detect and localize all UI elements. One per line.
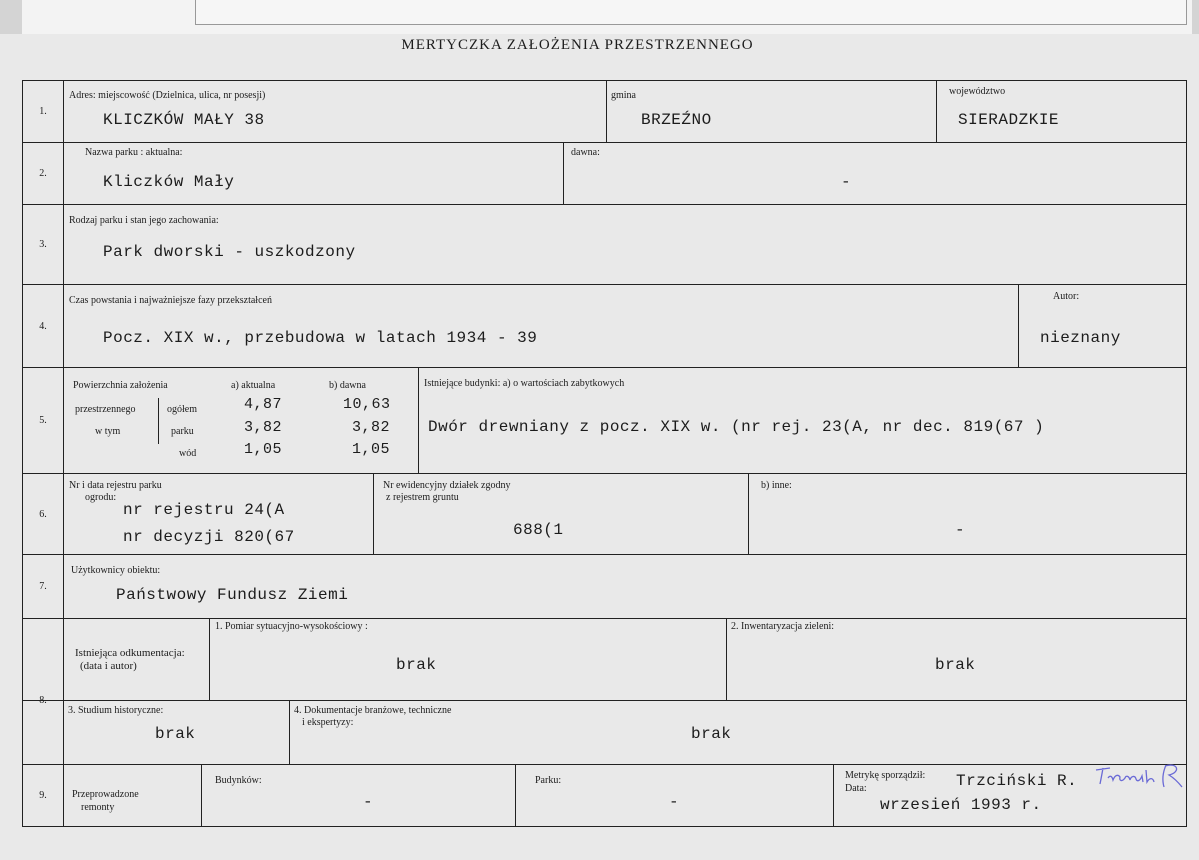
address-label: Adres: miejscowość (Dzielnica, ulica, nr posesji) bbox=[69, 90, 266, 101]
greenery-inventory-label: 2. Inwentaryzacja zieleni: bbox=[731, 621, 834, 632]
row-number: 4. bbox=[23, 285, 64, 367]
parku-former: 3,82 bbox=[352, 419, 391, 436]
historical-study-value: brak bbox=[155, 725, 196, 743]
technical-docs-label-2: i ekspertyzy: bbox=[302, 717, 354, 728]
park-repairs-label: Parku: bbox=[535, 775, 562, 786]
underlying-page-box bbox=[195, 0, 1187, 25]
wod-former: 1,05 bbox=[352, 441, 391, 458]
row-number: 6. bbox=[23, 474, 64, 554]
documentation-label-1: Istniejąca odkumentacja: bbox=[75, 647, 185, 659]
prepared-by-value: Trzciński R. bbox=[956, 772, 1078, 790]
divider bbox=[833, 765, 834, 826]
history-label: Czas powstania i najważniejsze fazy przekształceń bbox=[69, 295, 272, 306]
date-value: wrzesień 1993 r. bbox=[880, 796, 1042, 814]
area-label: Powierzchnia założenia bbox=[73, 380, 168, 391]
divider bbox=[515, 765, 516, 826]
divider bbox=[606, 81, 607, 142]
register-label-2: ogrodu: bbox=[85, 492, 117, 503]
other-label: b) inne: bbox=[761, 480, 792, 491]
cadastral-label-2: z rejestrem gruntu bbox=[386, 492, 459, 503]
buildings-label: Istniejące budynki: a) o wartościach zabytkowych bbox=[424, 378, 625, 389]
row-users bbox=[22, 554, 1187, 618]
register-decision: nr decyzji 820(67 bbox=[123, 528, 295, 546]
technical-docs-value: brak bbox=[691, 725, 732, 743]
row-number: 1. bbox=[23, 81, 64, 142]
other-value: - bbox=[955, 521, 966, 539]
park-name-label: Nazwa parku : aktualna: bbox=[85, 147, 183, 158]
gmina-value: BRZEŹNO bbox=[641, 111, 712, 129]
historical-study-label: 3. Studium historyczne: bbox=[68, 705, 164, 716]
former-name-label: dawna: bbox=[571, 147, 600, 158]
row-park-type bbox=[22, 204, 1187, 284]
documentation-label-2: (data i autor) bbox=[80, 660, 137, 672]
ogolem-label: ogółem bbox=[167, 404, 197, 415]
greenery-inventory-value: brak bbox=[935, 656, 976, 674]
divider bbox=[209, 619, 210, 700]
cadastral-label-1: Nr ewidencyjny działek zgodny bbox=[383, 480, 511, 491]
row-number: 3. bbox=[23, 205, 64, 284]
col-former-label: b) dawna bbox=[329, 380, 366, 391]
divider bbox=[748, 474, 749, 554]
divider bbox=[418, 368, 419, 473]
former-name-value: - bbox=[841, 173, 852, 191]
w-tym-label: w tym bbox=[95, 426, 121, 437]
row-address bbox=[22, 80, 1187, 142]
repairs-label-2: remonty bbox=[81, 802, 115, 813]
parku-current: 3,82 bbox=[244, 419, 283, 436]
wojewodztwo-label: województwo bbox=[949, 86, 1006, 97]
divider bbox=[201, 765, 202, 826]
users-label: Użytkownicy obiektu: bbox=[71, 565, 161, 576]
survey-value: brak bbox=[396, 656, 437, 674]
wod-current: 1,05 bbox=[244, 441, 283, 458]
date-label: Data: bbox=[845, 783, 867, 794]
users-value: Państwowy Fundusz Ziemi bbox=[116, 586, 349, 604]
buildings-repairs-label: Budynków: bbox=[215, 775, 262, 786]
survey-label: 1. Pomiar sytuacyjno-wysokościowy : bbox=[215, 621, 368, 632]
park-repairs-value: - bbox=[669, 793, 680, 811]
technical-docs-label-1: 4. Dokumentacje branżowe, techniczne bbox=[294, 705, 452, 716]
document-title: MERTYCZKA ZAŁOŻENIA PRZESTRZENNEGO bbox=[401, 37, 754, 53]
row-number: 8. bbox=[23, 619, 64, 782]
wojewodztwo-value: SIERADZKIE bbox=[958, 111, 1060, 129]
row-documentation-2 bbox=[22, 700, 1187, 764]
divider bbox=[726, 619, 727, 700]
author-value: nieznany bbox=[1040, 329, 1121, 347]
prepared-by-label: Metrykę sporządził: bbox=[845, 770, 926, 781]
gmina-label: gmina bbox=[611, 90, 636, 101]
row-area-buildings bbox=[22, 367, 1187, 473]
row-park-name bbox=[22, 142, 1187, 204]
divider bbox=[63, 701, 64, 764]
row-number: 5. bbox=[23, 368, 64, 473]
handwritten-signature bbox=[1092, 760, 1187, 790]
park-type-label: Rodzaj parku i stan jego zachowania: bbox=[69, 215, 219, 226]
divider bbox=[563, 143, 564, 204]
park-type-value: Park dworski - uszkodzony bbox=[103, 243, 356, 261]
divider bbox=[289, 701, 290, 764]
park-name-value: Kliczków Mały bbox=[103, 173, 235, 191]
row-repairs bbox=[22, 764, 1187, 827]
divider bbox=[373, 474, 374, 554]
parku-label: parku bbox=[171, 426, 194, 437]
divider bbox=[158, 398, 159, 444]
row-register bbox=[22, 473, 1187, 554]
divider bbox=[936, 81, 937, 142]
row-number: 7. bbox=[23, 555, 64, 618]
row-number: 9. bbox=[23, 765, 64, 826]
buildings-repairs-value: - bbox=[363, 793, 374, 811]
wod-label: wód bbox=[179, 448, 197, 459]
register-label-1: Nr i data rejestru parku bbox=[69, 480, 162, 491]
divider bbox=[1018, 285, 1019, 367]
register-number: nr rejestru 24(A bbox=[123, 501, 285, 519]
ogolem-former: 10,63 bbox=[343, 396, 391, 413]
repairs-label-1: Przeprowadzone bbox=[72, 789, 139, 800]
row-history bbox=[22, 284, 1187, 367]
cadastral-value: 688(1 bbox=[513, 521, 564, 539]
address-value: KLICZKÓW MAŁY 38 bbox=[103, 111, 265, 129]
col-current-label: a) aktualna bbox=[231, 380, 276, 391]
row-number: 2. bbox=[23, 143, 64, 204]
ogolem-current: 4,87 bbox=[244, 396, 283, 413]
buildings-value: Dwór drewniany z pocz. XIX w. (nr rej. 23(A, nr dec. 819(67 ) bbox=[428, 418, 1045, 436]
history-value: Pocz. XIX w., przebudowa w latach 1934 - 39 bbox=[103, 329, 538, 347]
przestrzennego-label: przestrzennego bbox=[75, 404, 136, 415]
author-label: Autor: bbox=[1053, 291, 1080, 302]
row-documentation bbox=[22, 618, 1187, 706]
